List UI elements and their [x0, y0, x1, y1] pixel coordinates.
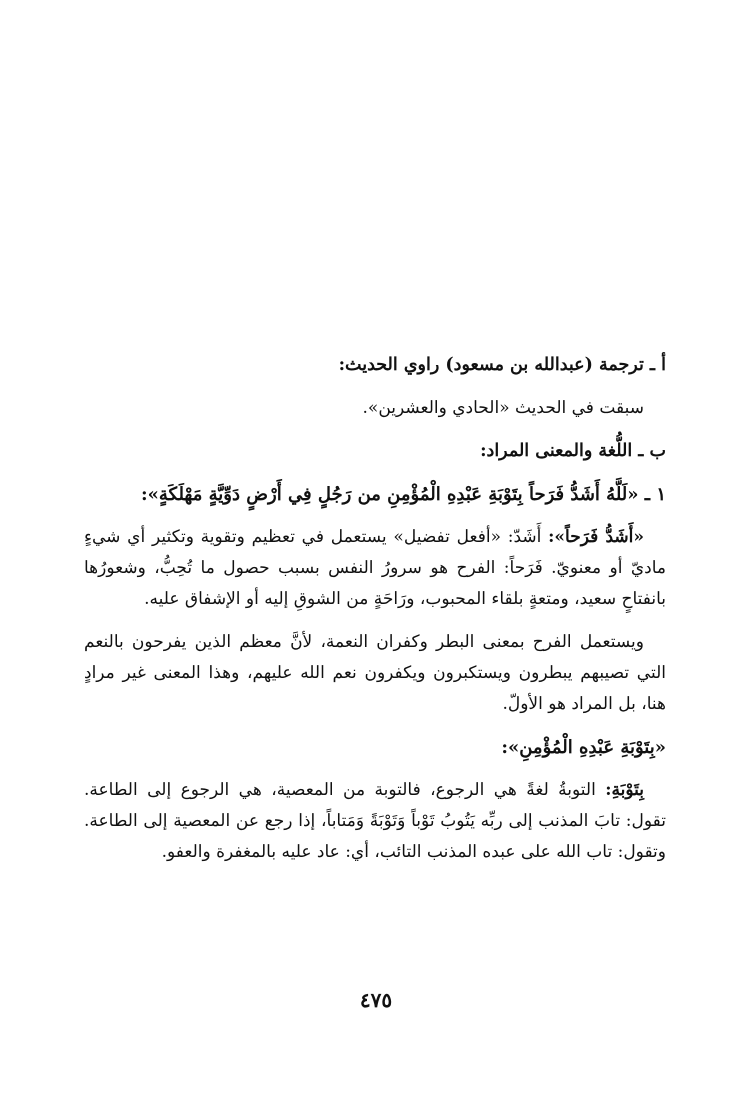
section-a-heading: أ ـ ترجمة (عبدالله بن مسعود) راوي الحديث: [338, 355, 666, 375]
paragraph-ashaddu-farahan [84, 522, 666, 615]
page-number: ٤٧٥ [359, 988, 393, 1012]
term-ashaddu-farahan: «أَشَدُّ فَرَحاً»: [548, 527, 644, 547]
paragraph-tawbah-text: التوبةُ لغةً هي الرجوع، فالتوبة من المعصية، هي الرجوع إلى الطاعة. تقول: تابَ المذنب إلى ربِّه يَتُوبُ تَوْباً وَتَوْبَةً وَمَتاباً، إذا رجع عن المعصية إلى الطاعة. وتقول: تاب الله على عبده المذنب التائب، أي: عاد عليه بالمغفرة والعفو. [84, 780, 666, 862]
hadith-phrase-item-1: ١ ـ «لَلَّهُ أَشَدُّ فَرَحاً بِتَوْبَةِ عَبْدِهِ الْمُؤْمِنِ من رَجُلٍ فِي أَرْضٍ دَوِّيَّةٍ مَهْلَكَةٍ»: [140, 484, 666, 505]
hadith-phrase-item-2: «بِتَوْبَةِ عَبْدِهِ الْمُؤْمِنِ»: [501, 737, 666, 758]
term-tawbah: بِتَوْبَةِ: [605, 780, 644, 800]
paragraph-farah-meaning: ويستعمل الفرح بمعنى البطر وكفران النعمة، لأنَّ معظم الذين يفرحون بالنعم التي تصيبهم يبطرون ويستكبرون ويكفرون نعم الله عليهم، وهذا المعنى غير مرادٍ هنا، بل المراد هو الأولّ. [84, 632, 666, 714]
page-content [84, 350, 666, 868]
section-b-heading: ب ـ اللُّغة والمعنى المراد: [480, 441, 666, 461]
paragraph-ashaddu-farahan-text: أَشَدّ: «أفعل تفضيل» يستعمل في تعظيم وتقوية وتكثير أي شيءٍ ماديّ أو معنويّ. فَرَحاً: الفرح هو سرورُ النفس بسبب حصول ما تُحِبُّ، وشعورُها بانفتاحٍ سعيد، ومتعةٍ بلقاء المحبوب، ورَاحَةٍ من الشوقِ إليه أو الإشفاق عليه. [84, 527, 666, 609]
section-a-text: سبقت في الحديث «الحادي والعشرين». [362, 398, 644, 418]
paragraph-tawbah [84, 775, 666, 868]
